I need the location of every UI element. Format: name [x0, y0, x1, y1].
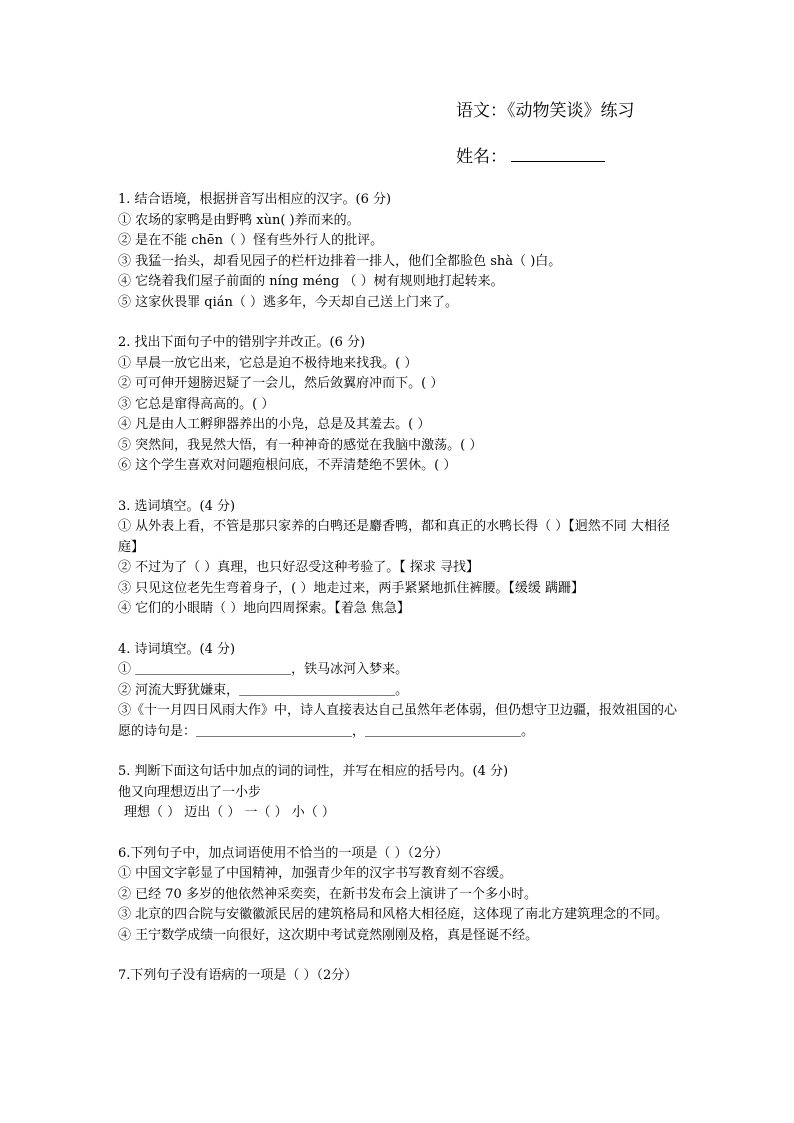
question-item: ⑥ 这个学生喜欢对问题疱根问底，不弄清楚绝不罢休。( ） — [118, 458, 457, 473]
question-item: ② 河流大野犹嫌束，＿＿＿＿＿＿＿＿＿＿＿＿。 — [118, 682, 409, 698]
question-item: 理想（ ） 迈出（ ） 一（ ） 小（ ） — [124, 805, 335, 820]
question-item: ④ 它绕着我们屋子前面的 níng méng （ ）树有规则地打起转来。 — [118, 274, 504, 289]
question-section-4 — [118, 640, 680, 743]
question-item: ② 不过为了（ ）真理，也只好忍受这种考验了。【 探求 寻找】 — [118, 560, 480, 575]
name-label: 姓名： — [456, 147, 507, 167]
question-item: 他又向理想迈出了一小步 — [118, 784, 262, 800]
question-item: ① ＿＿＿＿＿＿＿＿＿＿＿＿，铁马冰河入梦来。 — [118, 662, 409, 677]
question-heading: 2. 找出下面句子中的错别字并改正。(6 分) — [118, 335, 366, 350]
question-item: ① 早晨一放它出来，它总是迫不极待地来找我。( ） — [118, 355, 418, 371]
question-item: ⑤ 这家伙畏罪 qián（ ）逃多年，今天却自己送上门来了。 — [118, 294, 458, 310]
question-item: ① 农场的家鸭是由野鸭 xùn( )养而来的。 — [118, 212, 360, 228]
question-item: ⑤ 突然间，我晃然大悟，有一种神奇的感觉在我脑中激荡。( ） — [118, 437, 483, 453]
question-section-2 — [118, 333, 680, 477]
question-heading: 5. 判断下面这句话中加点的词的词性，并写在相应的括号内。(4 分) — [118, 764, 509, 779]
question-heading: 3. 选词填空。(4 分) — [118, 498, 236, 514]
question-section-5 — [118, 762, 680, 824]
question-item: ③ 只见这位老先生弯着身子，( ）地走过来，两手紧紧地抓住裤腰。【缓缓 蹒跚】 — [118, 580, 584, 596]
page-title: 语文：《动物笑谈》练习 — [456, 101, 635, 121]
questions-content — [118, 190, 680, 1007]
question-item: ② 是在不能 chēn（ ）怪有些外行人的批评。 — [118, 233, 384, 248]
question-item: ① 从外表上看，不管是那只家养的白鸭还是麝香鸭，都和真正的水鸭长得（ ）【迥然不同 大相径庭】 — [118, 519, 670, 555]
question-section-6 — [118, 844, 680, 947]
question-section-3 — [118, 497, 680, 620]
question-item: ② 已经 70 多岁的他依然神采奕奕，在新书发布会上演讲了一个多小时。 — [118, 886, 537, 902]
question-section-1 — [118, 190, 680, 313]
question-item: ③《十一月四日风雨大作》中，诗人直接表达自己虽然年老体弱，但仍想守卫边疆，报效祖国的心愿的诗句是：＿＿＿＿＿＿＿＿＿＿＿＿，＿＿＿＿＿＿＿＿＿＿＿＿。 — [118, 703, 678, 739]
name-blank-line[interactable] — [511, 145, 605, 162]
question-item: ③ 它总是窜得高高的。( ） — [118, 396, 275, 412]
question-item: ④ 凡是由人工孵卵器养出的小凫，总是及其羞去。( ） — [118, 417, 431, 432]
question-item: ③ 北京的四合院与安徽徽派民居的建筑格局和风格大相径庭，这体现了南北方建筑理念的不同。 — [118, 907, 669, 922]
question-heading: 1. 结合语境，根据拼音写出相应的汉字。(6 分) — [118, 192, 392, 207]
question-item: ④ 它们的小眼睛（ ）地向四周探索。【着急 焦急】 — [118, 601, 410, 616]
question-item: ② 可可伸开翅膀迟疑了一会儿，然后敛翼府冲而下。( ） — [118, 376, 444, 391]
name-field — [456, 142, 605, 167]
question-item: ④ 王宁数学成绩一向很好，这次期中考试竟然刚刚及格，真是怪诞不经。 — [118, 927, 539, 943]
question-section-7 — [118, 966, 680, 987]
question-heading: 4. 诗词填空。(4 分) — [118, 641, 236, 657]
question-item: ① 中国文字彰显了中国精神，加强青少年的汉字书写教育刻不容缓。 — [118, 866, 513, 881]
question-item: ③ 我猛一抬头，却看见园子的栏杆边排着一排人，他们全都脸色 shà（ )白。 — [118, 253, 562, 269]
question-heading: 7.下列句子没有语病的一项是（ ）（2分） — [118, 968, 358, 983]
question-heading: 6.下列句子中，加点词语使用不恰当的一项是（ ）（2分） — [118, 845, 449, 861]
